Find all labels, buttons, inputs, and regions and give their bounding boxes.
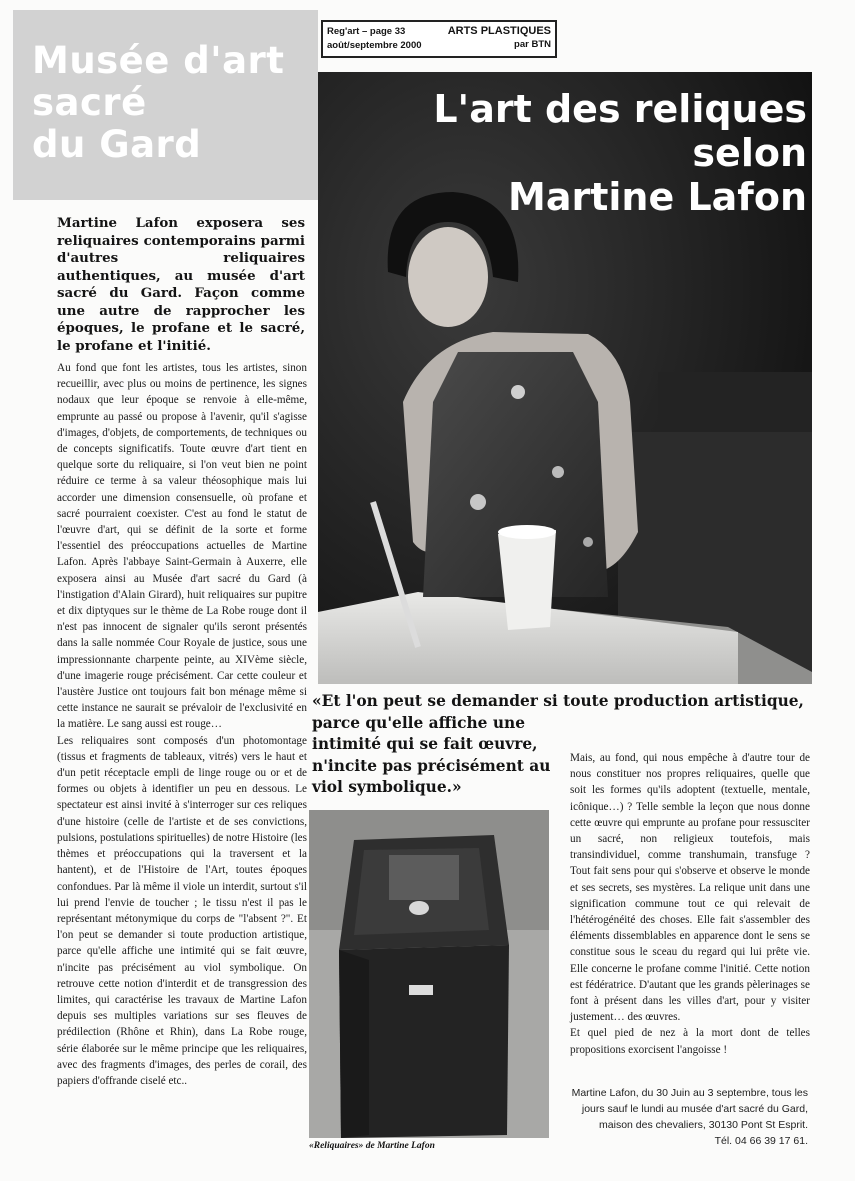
info-line: Tél. 04 66 39 17 61. xyxy=(714,1135,808,1147)
issue-date: août/septembre 2000 xyxy=(327,40,422,51)
reliquary-object-photo xyxy=(309,810,549,1138)
info-line: maison des chevaliers, 30130 Pont St Esprit. xyxy=(599,1119,808,1131)
info-line: jours sauf le lundi au musée d'art sacré du Gard, xyxy=(581,1103,808,1115)
museum-title: Musée d'art sacré du Gard xyxy=(32,39,285,166)
section-info xyxy=(448,24,551,52)
issue-page: Reg'art – page 33 xyxy=(327,26,406,37)
photo-caption: «Reliquaires» de Martine Lafon xyxy=(309,1141,435,1151)
body-paragraph: Mais, au fond, qui nous empêche à d'autre tour de nous constituer nos propres reliquaires, quelle que soit les formes qu'ils adoptent (textuelle, mentale, icônique…) ? Telle semble la leçon que nous donne cette œuvre qui emprunte au profane pour ressusciter un sacré, non religieux toutefois, mais transindividuel, comme transhumain, transfuge ? Tout fait sens pour qui s'observe et observe le monde et ses secrets, ses mystères. La relique unit dans une signification commune tout ce qui relevait de l'hétérogénéité des choses. Elle fait s'assembler des éléments dissemblables en apparence dont le sens se constitue sous le sceau du regard qui lui prête vie. Elle concerne le profane comme l'initié. Cette notion est fédératrice. D'autant que les grands pèlerinages se font à présent dans les villes d'art, pour y visiter justement… des œuvres. xyxy=(570,752,810,1024)
info-line: Martine Lafon, du 30 Juin au 3 septembre, tous les xyxy=(571,1087,808,1099)
pull-quote-line: intimité qui se fait œuvre, n'incite pas précisément au viol symbolique.» xyxy=(312,735,551,796)
body-paragraph: Les reliquaires sont composés d'un photomontage (tissus et fragments de tableaux, vitrés) vers le haut et d'un petit réceptacle empli de linge rouge ou or et de formes ou objets à identifier un peu en dessous. Le spectateur est ainsi invité à s'interroger sur ces reliques d'une histoire (celle de l'artiste et de ses convictions, pulsions, postulations spirituelles) de notre Histoire (les thèmes et préoccupations qui la traversent et la hantent), et de l'Histoire de l'Art, toutes époques confondues. Par là même il viole un interdit, surtout s'il lui prend l'envie de toucher ; le tissu n'est il pas le représentant métonymique du corps de "l'absent ?". Et l'on peut se demander si toute production artistique, parce qu'elle affiche une intimité qui se fait œuvre, n'incite pas précisément au viol symbolique. On retrouve cette notion d'interdit et de transgression des limites, qui caractérise les travaux de Martine Lafon depuis ses multiples variations sur ses fleuves de prédilection (Rhône et Rhin), dans La Robe rouge, série élaborée sur le même principe que les reliquaires, avec des fragments d'images, des perles de corail, des papiers d'offrande ciselé etc.. xyxy=(57,734,307,1087)
article-headline: L'art des reliques selon Martine Lafon xyxy=(433,87,807,219)
section-title: ARTS PLASTIQUES xyxy=(447,25,551,37)
body-column-right xyxy=(570,750,810,1058)
article-intro: Martine Lafon exposera ses reliquaires contemporains parmi d'autres reliquaires authentiques, au musée d'art sacré du Gard. Façon comme une autre de rapprocher les époques, le profane et le sacré, le profane et l'initié. xyxy=(57,215,305,354)
reliquary-illustration xyxy=(309,810,549,1138)
byline: par BTN xyxy=(514,39,551,50)
exhibition-info xyxy=(570,1085,808,1149)
pull-quote-line: «Et l'on peut se demander si toute production artistique, parce qu'elle affiche une xyxy=(312,692,804,732)
body-paragraph: Au fond que font les artistes, tous les artistes, sinon recueillir, avec plus ou moins de pertinence, les signes nodaux que leur époque se renvoie à elle-même, emprunte au passé ou propose à l'avenir, qu'il s'agisse d'images, d'objets, de comportements, de techniques ou de concepts significatifs. Toute œuvre d'art tient en quelque sorte du reliquaire, si l'on veut bien ne point réduire ce terme à sa valeur théosophique mais lui accorder une dimension consensuelle, où profane et sacré pourraient coexister. C'est au fond le statut de l'œuvre d'art, qui se définit de la sorte et forme l'essentiel des préoccupations actuelles de Martine Lafon. Après l'abbaye Saint-Germain à Auxerre, elle exposera ainsi au Musée d'art sacré du Gard (à l'instigation d'Alain Girard), huit reliquaires sur pupitre et dix diptyques sur le thème de La Robe rouge dont il n'est pas innocent de signaler qu'ils seront présentés dans la salle nommée Cour Royale de justice, sous une impressionnante charpente peinte, au XIVème siècle, d'une imagerie rouge précisément. Car cette couleur et l'austère Justice ont toujours fait bon ménage même si cette instance ne saurait se prévaloir de l'exclusivité en la matière. Le sang aussi est rouge… xyxy=(57,362,307,731)
body-paragraph: Et quel pied de nez à la mort dont de telles propositions exorcisent l'angoisse ! xyxy=(570,1027,810,1056)
body-column-left xyxy=(57,360,307,1089)
issue-info xyxy=(327,25,422,53)
issue-meta-box xyxy=(321,20,557,58)
